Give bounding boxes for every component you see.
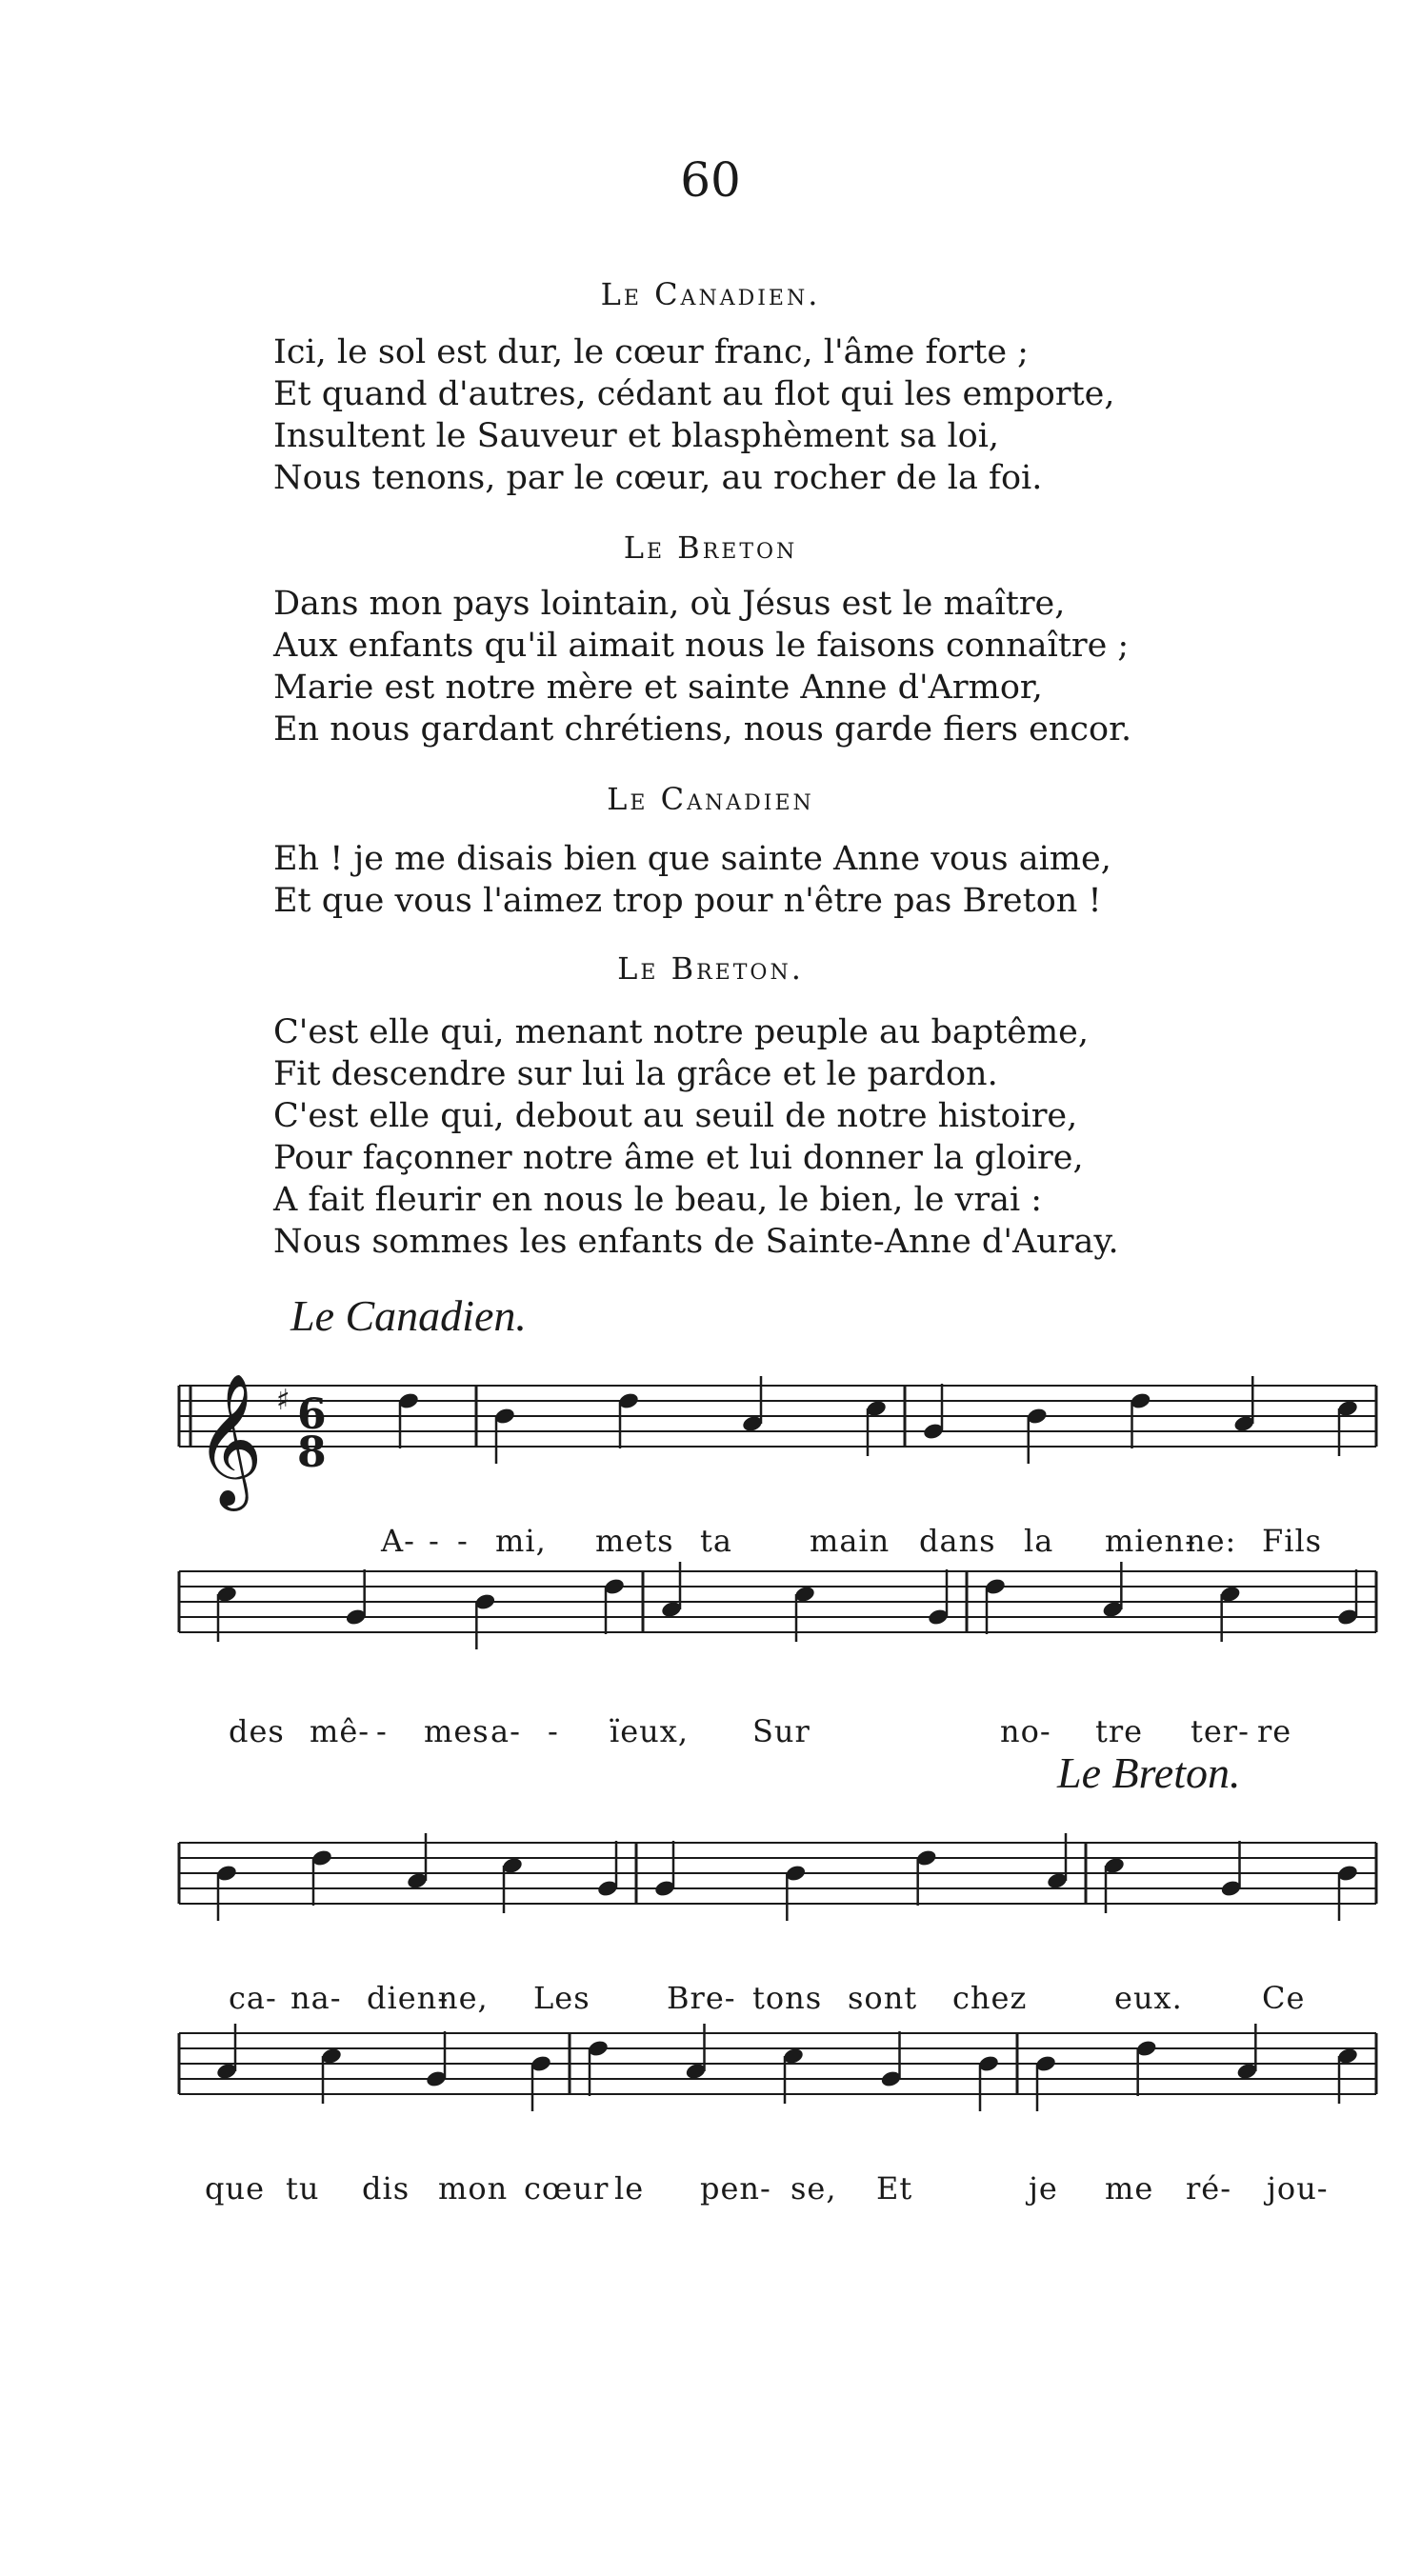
voice-label-breton: Le Breton. [1057, 1748, 1241, 1797]
treble-clef-icon [195, 1373, 263, 1511]
note [660, 1562, 683, 1619]
lyric-syllable: mi, [495, 1523, 547, 1559]
staff-system [179, 1843, 1376, 1904]
note [1220, 1841, 1243, 1898]
lyric-syllable: sont [848, 1980, 918, 2016]
verse-line: Ici, le sol est dur, le cœur franc, l'âme forte ; [273, 333, 1029, 371]
time-signature [297, 1390, 327, 1477]
note [406, 1833, 429, 1890]
note [915, 1848, 938, 1906]
note [587, 2039, 610, 2096]
lyric-syllable: ter- [1191, 1713, 1250, 1749]
lyric-syllable: mien- [1105, 1523, 1196, 1559]
note [1034, 2054, 1057, 2111]
lyric-syllable: des [229, 1713, 285, 1749]
lyric-syllable: tu [286, 2170, 320, 2207]
lyric-syllable: mon [438, 2170, 509, 2207]
note [1232, 1376, 1255, 1433]
lyric-syllable: dien- [367, 1980, 450, 2016]
verse-line: Nous sommes les enfants de Sainte-Anne d'Auray. [273, 1223, 1119, 1261]
lyric-syllable: no- [1000, 1713, 1051, 1749]
verse-line: Et quand d'autres, cédant au flot qui les emporte, [273, 375, 1115, 413]
note [1219, 1585, 1242, 1642]
speaker-heading: Le Canadien. [600, 276, 821, 312]
note [977, 2054, 1000, 2111]
staff-system [179, 1571, 1376, 1632]
speaker-heading: Le Canadien [607, 781, 814, 817]
note [685, 2024, 708, 2081]
note [741, 1376, 764, 1433]
verse-line: En nous gardant chrétiens, nous garde fiers encor. [273, 710, 1132, 749]
lyric-syllable: ré- [1186, 2170, 1232, 2207]
lyric-syllable: re [1257, 1713, 1292, 1749]
lyric-syllable: je [1029, 2170, 1058, 2207]
note [320, 2047, 343, 2104]
note [530, 2054, 552, 2111]
page-number: 60 [680, 152, 741, 208]
note [1026, 1407, 1049, 1464]
note [1236, 2024, 1259, 2081]
lyric-syllable: tre [1095, 1713, 1144, 1749]
note [1103, 1856, 1126, 1913]
verse-line: Nous tenons, par le cœur, au rocher de la foi. [273, 459, 1043, 497]
note [1336, 1864, 1359, 1921]
lyric-syllable: - [429, 1523, 440, 1559]
verse-line: Insultent le Sauveur et blasphèment sa loi, [273, 417, 1000, 455]
lyric-syllable: eux. [1114, 1980, 1183, 2016]
lyric-syllable: la [1024, 1523, 1054, 1559]
note [215, 2024, 238, 2081]
lyric-syllable: chez [952, 1980, 1028, 2016]
note [310, 1848, 333, 1906]
note [785, 1864, 808, 1921]
svg-text:8: 8 [297, 1428, 327, 1477]
note [617, 1391, 640, 1448]
lyric-syllable: ne, [438, 1980, 489, 2016]
note [215, 1585, 238, 1642]
verse-line: C'est elle qui, menant notre peuple au baptême, [273, 1013, 1089, 1051]
note [880, 2031, 903, 2088]
lyric-syllable: a- [490, 1713, 521, 1749]
svg-text:6: 6 [297, 1390, 327, 1439]
note [1336, 1569, 1359, 1627]
lyric-syllable: me [1105, 2170, 1154, 2207]
note [1102, 1562, 1125, 1619]
lyric-syllable: jou- [1267, 2170, 1329, 2207]
note [793, 1585, 816, 1642]
staff-system [179, 1386, 1376, 1447]
lyric-syllable: Les [533, 1980, 590, 2016]
verse-line: Pour façonner notre âme et lui donner la gloire, [273, 1139, 1084, 1177]
lyric-syllable: cœur [524, 2170, 610, 2207]
note [474, 1592, 497, 1649]
lyric-syllable: - [457, 1523, 469, 1559]
note [425, 2031, 448, 2088]
lyric-syllable: tons [752, 1980, 823, 2016]
note [984, 1577, 1007, 1634]
note [215, 1864, 238, 1921]
svg-text:♯: ♯ [276, 1384, 290, 1417]
lyric-syllable: mets [595, 1523, 674, 1559]
note [653, 1841, 676, 1898]
verse-line: A fait fleurir en nous le beau, le bien, le vrai : [273, 1181, 1043, 1219]
lyric-syllable: main [810, 1523, 891, 1559]
lyric-syllable: ne: [1186, 1523, 1237, 1559]
lyric-syllable: A- [381, 1523, 415, 1559]
verse-line: Aux enfants qu'il aimait nous le faisons connaître ; [273, 627, 1130, 665]
note [493, 1407, 516, 1464]
lyric-syllable: na- [290, 1980, 342, 2016]
note [1336, 1399, 1359, 1456]
verse-line: C'est elle qui, debout au seuil de notre histoire, [273, 1097, 1078, 1135]
lyric-syllable: pen- [700, 2170, 771, 2207]
verse-line: Dans mon pays lointain, où Jésus est le maître, [273, 585, 1066, 623]
lyric-syllable: dis [362, 2170, 410, 2207]
lyric-syllable: - [376, 1713, 388, 1749]
voice-label-canadien: Le Canadien. [290, 1291, 527, 1340]
note [397, 1391, 420, 1448]
lyric-syllable: Et [876, 2170, 913, 2207]
lyric-syllable: ta [700, 1523, 732, 1559]
note [603, 1577, 626, 1634]
note [1135, 2039, 1158, 2096]
lyric-syllable: Fils [1262, 1523, 1323, 1559]
verse-line: Eh ! je me disais bien que sainte Anne vous aime, [273, 840, 1111, 878]
verse-line: Et que vous l'aimez trop pour n'être pas Breton ! [273, 882, 1102, 920]
note [922, 1384, 945, 1441]
verse-line: Marie est notre mère et sainte Anne d'Armor, [273, 669, 1043, 707]
speaker-heading: Le Breton. [617, 950, 804, 987]
note [1336, 2047, 1359, 2104]
lyric-syllable: dans [919, 1523, 996, 1559]
lyric-syllable: mê- [310, 1713, 370, 1749]
lyric-syllable: ca- [229, 1980, 277, 2016]
lyric-syllable: le [614, 2170, 645, 2207]
note [596, 1841, 619, 1898]
note [501, 1856, 524, 1913]
lyric-syllable: - [548, 1713, 559, 1749]
lyric-syllable: Ce [1262, 1980, 1306, 2016]
speaker-heading: Le Breton [623, 529, 798, 566]
note [1046, 1833, 1069, 1890]
note [927, 1569, 950, 1627]
note [1130, 1391, 1152, 1448]
lyric-syllable: ïeux, [610, 1713, 689, 1749]
key-signature [276, 1384, 290, 1417]
lyric-syllable: que [205, 2170, 266, 2207]
lyric-syllable: Bre- [667, 1980, 736, 2016]
note [782, 2047, 805, 2104]
lyric-syllable: se, [791, 2170, 837, 2207]
staff-system [179, 2033, 1376, 2094]
note [865, 1399, 888, 1456]
note [345, 1569, 368, 1627]
lyric-syllable: mes [424, 1713, 490, 1749]
svg-text:𝄞: 𝄞 [195, 1373, 263, 1506]
lyric-syllable: Sur [752, 1713, 811, 1749]
verse-line: Fit descendre sur lui la grâce et le pardon. [273, 1055, 998, 1093]
